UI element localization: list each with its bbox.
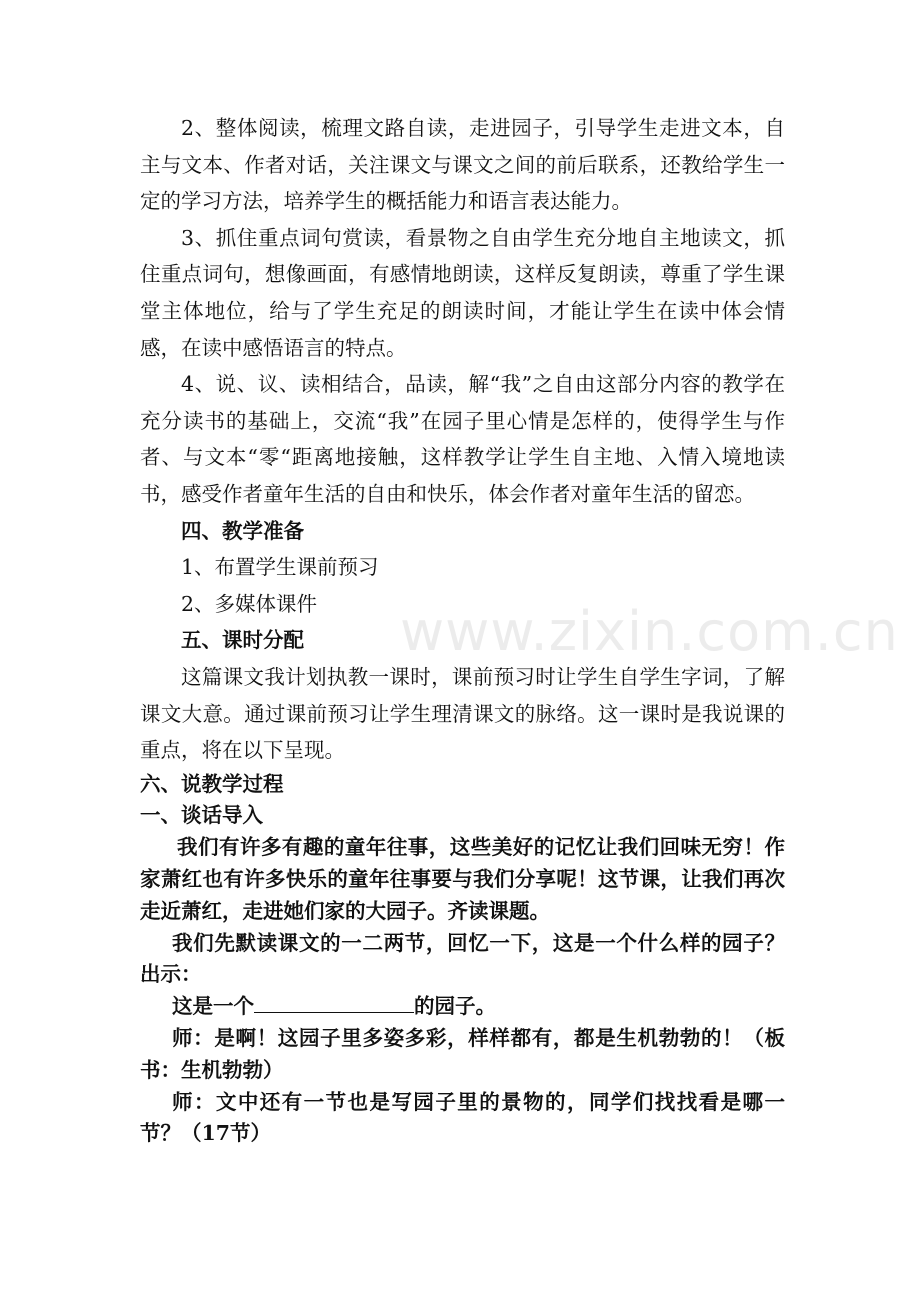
paragraph-2: 2、整体阅读，梳理文路自读，走进园子，引导学生走进文本，自主与文本、作者对话，关注课文与课文之间的前后联系，还教给学生一定的学习方法，培养学生的概括能力和语言表达能力。 [140, 116, 785, 214]
teacher-line-2: 师：文中还有一节也是写园子里的景物的，同学们找找看是哪一节？（17节） [140, 1089, 785, 1146]
fill-text-before: 这是一个 [172, 994, 254, 1019]
watermark: www.zixin.com.cn [400, 600, 899, 663]
document-page [140, 110, 785, 1150]
fill-blank [254, 994, 414, 1013]
heading-class-hours: 五、课时分配 [181, 628, 304, 653]
prep-item-1: 1、布置学生课前预习 [181, 555, 379, 580]
reading-question: 我们先默读课文的一二两节，回忆一下，这是一个什么样的园子？出示： [140, 930, 785, 987]
paragraph-3: 3、抓住重点词句赏读，看景物之自由学生充分地自主地读文，抓住重点词句，想像画面，有感情地朗读，这样反复朗读，尊重了学生课堂主体地位，给与了学生充足的朗读时间，才能让学生在读中体会情感，在读中感悟语言的特点。 [140, 225, 785, 360]
subheading-intro: 一、谈话导入 [140, 803, 263, 828]
fill-in-sentence [140, 991, 785, 1023]
teacher-line-1: 师：是啊！这园子里多姿多彩，样样都有，都是生机勃勃的！（板书：生机勃勃） [140, 1026, 785, 1082]
prep-item-2: 2、多媒体课件 [181, 591, 318, 616]
fill-text-after: 的园子。 [414, 994, 496, 1019]
paragraph-4: 4、说、议、读相结合，品读，解“我”之自由这部分内容的教学在充分读书的基础上，交流“我”在园子里心情是怎样的，使得学生与作者、与文本“零“距离地接触，这样教学让学生自主地、入情入境地读书，感受作者童年生活的自由和快乐，体会作者对童年生活的留恋。 [140, 372, 785, 506]
heading-teaching-preparation: 四、教学准备 [181, 518, 304, 543]
intro-paragraph: 我们有许多有趣的童年往事，这些美好的记忆让我们回味无穷！作家萧红也有许多快乐的童年往事要与我们分享呢！这节课，让我们再次走近萧红，走进她们家的大园子。齐读课题。 [140, 835, 785, 923]
class-hours-text: 这篇课文我计划执教一课时，课前预习时让学生自学生字词，了解课文大意。通过课前预习让学生理清课文的脉络。这一课时是我说课的重点，将在以下呈现。 [140, 664, 785, 763]
heading-teaching-process: 六、说教学过程 [140, 771, 284, 796]
